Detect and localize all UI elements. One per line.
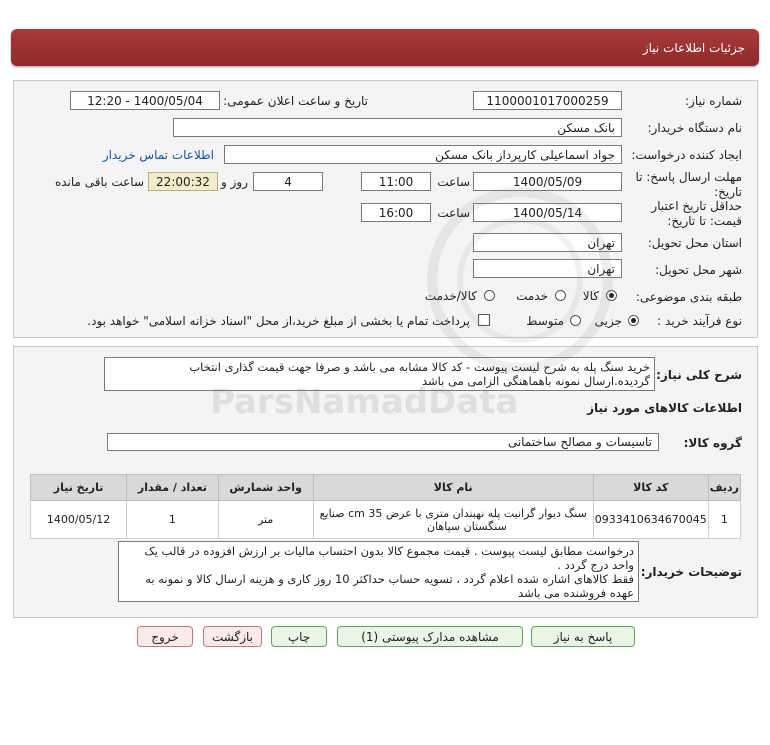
page-title: جزئیات اطلاعات نیاز bbox=[642, 40, 745, 55]
treasury-payment-checkbox[interactable] bbox=[478, 314, 490, 326]
reply-button[interactable]: پاسخ به نیاز bbox=[531, 626, 635, 647]
col-row: ردیف bbox=[708, 475, 740, 501]
buyer-notes-line-1: درخواست مطابق لیست پیوست . قیمت مجموع کالا بدون احتساب مالیات بر ارزش افزوده در قالب یک bbox=[144, 544, 634, 558]
col-name: نام کالا bbox=[313, 475, 593, 501]
city-field: تهران bbox=[473, 259, 622, 278]
cell-date: 1400/05/12 bbox=[31, 501, 127, 539]
creator-label: ایجاد کننده درخواست: bbox=[631, 148, 742, 162]
days-label: روز و bbox=[221, 175, 248, 189]
city-label: شهر محل تحویل: bbox=[655, 263, 742, 277]
page-title-bar bbox=[11, 29, 759, 66]
cell-row: 1 bbox=[708, 501, 740, 539]
deadline-label-2: تاریخ: bbox=[714, 185, 742, 199]
description-line-2: گردیده.ارسال نمونه باهماهنگی الزامی می باشد bbox=[421, 374, 650, 388]
col-qty: تعداد / مقدار bbox=[127, 475, 219, 501]
contact-buyer-link[interactable]: اطلاعات تماس خریدار bbox=[102, 148, 214, 162]
category-label: طبقه بندی موضوعی: bbox=[635, 290, 742, 304]
buyer-notes-line-3: فقط کالاهای اشاره شده اعلام گردد ، تسویه حساب حداکثر 10 روز کاری و هزینه ارسال کالا و نمونه به bbox=[145, 572, 634, 586]
process-radio-minor[interactable] bbox=[628, 315, 639, 326]
province-field: تهران bbox=[473, 233, 622, 252]
back-button[interactable]: بازگشت bbox=[203, 626, 262, 647]
category-radio-goods[interactable] bbox=[606, 290, 617, 301]
deadline-time-field: 11:00 bbox=[361, 172, 431, 191]
print-button[interactable]: چاپ bbox=[271, 626, 327, 647]
remaining-label: ساعت باقی مانده bbox=[54, 175, 144, 189]
description-box bbox=[104, 357, 655, 391]
cell-name-line-2: سنگستان سپاهان bbox=[427, 519, 507, 533]
cell-qty: 1 bbox=[127, 501, 219, 539]
description-line-1: خرید سنگ پله به شرح لیست پیوست - کد کالا مشابه می باشد و صرفا جهت قیمت گذاری انتخاب bbox=[189, 360, 650, 374]
validity-date-field: 1400/05/14 bbox=[473, 203, 622, 222]
cell-name-line-1: سنگ دیوار گرانیت پله نهبندان متری با عرض 35 cm صنایع bbox=[319, 506, 587, 520]
buyer-notes-label: توضیحات خریدار: bbox=[640, 565, 742, 579]
category-option-goods: کالا bbox=[582, 289, 599, 303]
category-radio-both[interactable] bbox=[484, 290, 495, 301]
need-number-field: 1100001017000259 bbox=[473, 91, 622, 110]
goods-table-header bbox=[31, 475, 741, 501]
process-radio-medium[interactable] bbox=[570, 315, 581, 326]
col-date: تاریخ نیاز bbox=[31, 475, 127, 501]
category-radio-service[interactable] bbox=[555, 290, 566, 301]
announce-label: تاریخ و ساعت اعلان عمومی: bbox=[223, 94, 368, 108]
process-option-minor: جزیی bbox=[594, 314, 622, 328]
col-code: کد کالا bbox=[593, 475, 708, 501]
process-label: نوع فرآیند خرید : bbox=[657, 314, 742, 328]
category-option-service: خدمت bbox=[516, 289, 548, 303]
cell-code: 0933410634670045 bbox=[593, 501, 708, 539]
remaining-timer: 22:00:32 bbox=[148, 172, 218, 191]
description-label: شرح کلی نیاز: bbox=[656, 368, 742, 382]
category-option-both: کالا/خدمت bbox=[424, 289, 477, 303]
province-label: استان محل تحویل: bbox=[647, 236, 742, 250]
buyer-notes-line-2: واحد درج گردد . bbox=[557, 558, 634, 572]
deadline-date-field: 1400/05/09 bbox=[473, 172, 622, 191]
buyer-org-label: نام دستگاه خریدار: bbox=[647, 121, 742, 135]
deadline-time-label: ساعت bbox=[437, 175, 470, 189]
cell-name bbox=[313, 501, 593, 539]
validity-label-1: حداقل تاریخ اعتبار bbox=[651, 199, 742, 213]
creator-field: جواد اسماعیلی کارپرداز بانک مسکن bbox=[224, 145, 622, 164]
goods-table bbox=[30, 474, 741, 539]
goods-group-field: تاسیسات و مصالح ساختمانی bbox=[107, 433, 659, 451]
deadline-label-1: مهلت ارسال پاسخ: تا bbox=[635, 170, 742, 184]
validity-time-field: 16:00 bbox=[361, 203, 431, 222]
buyer-notes-box bbox=[118, 541, 639, 602]
buyer-notes-line-4: عهده فروشنده می باشد bbox=[518, 586, 634, 600]
cell-unit: متر bbox=[218, 501, 313, 539]
validity-label-2: قیمت: تا تاریخ: bbox=[667, 214, 742, 228]
goods-section-title: اطلاعات کالاهای مورد نیاز bbox=[587, 401, 742, 415]
announce-field: 1400/05/04 - 12:20 bbox=[70, 91, 220, 110]
days-field: 4 bbox=[253, 172, 323, 191]
col-unit: واحد شمارش bbox=[218, 475, 313, 501]
treasury-payment-note: پرداخت تمام یا بخشی از مبلغ خرید،از محل "اسناد خزانه اسلامی" خواهد بود. bbox=[87, 314, 470, 328]
validity-time-label: ساعت bbox=[437, 206, 470, 220]
process-option-medium: متوسط bbox=[526, 314, 564, 328]
buyer-org-field: بانک مسکن bbox=[173, 118, 622, 137]
attachments-button[interactable]: مشاهده مدارک پیوستی (1) bbox=[337, 626, 523, 647]
exit-button[interactable]: خروج bbox=[137, 626, 193, 647]
table-row bbox=[31, 501, 741, 539]
goods-group-label: گروه کالا: bbox=[683, 436, 742, 450]
need-number-label: شماره نیاز: bbox=[685, 94, 742, 108]
